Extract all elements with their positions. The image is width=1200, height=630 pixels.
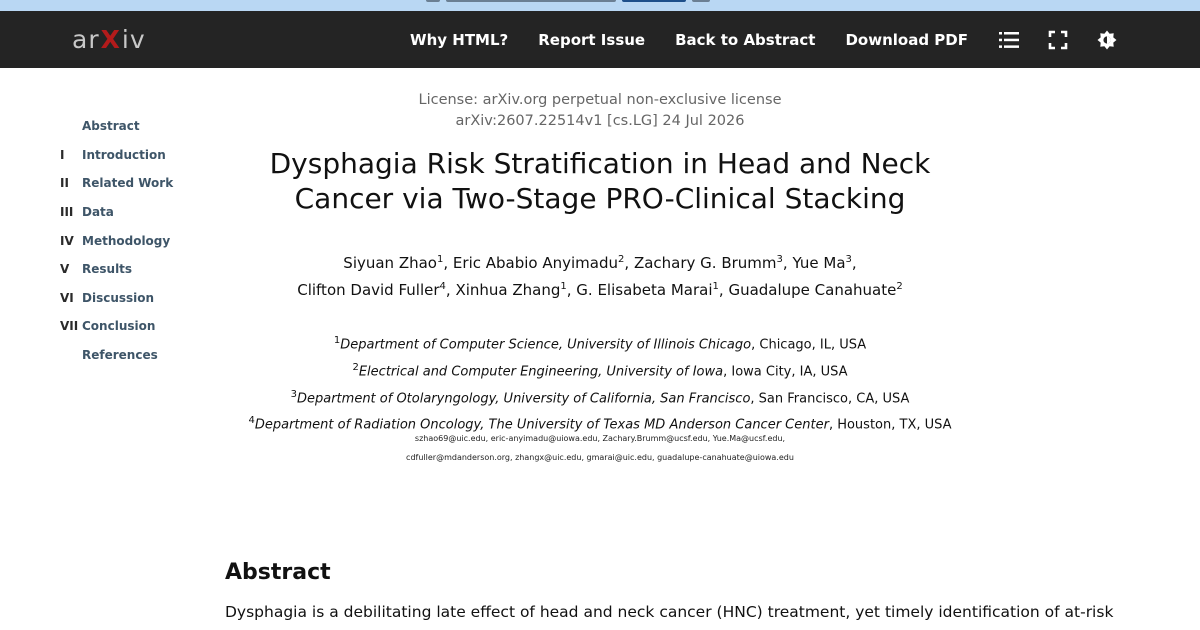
author-name: G. Elisabeta Marai [576,281,713,299]
email-line: cdfuller@mdanderson.org, zhangx@uic.edu, gmarai@uic.edu, guadalupe-canahuate@uiowa.edu [406,452,794,462]
affil-place: , Iowa City, IA, USA [723,364,848,380]
arxiv-id: arXiv:2607.22514v1 [cs.LG] 24 Jul 2026 [455,113,745,129]
toc-item-references[interactable] [60,341,240,370]
toc-label: Results [82,262,133,277]
toc-label: Conclusion [82,319,156,334]
author-name: Xinhua Zhang [455,281,561,299]
author-affil-sup: 3 [776,254,783,265]
author-affil-sup: 1 [712,281,719,292]
announcement-banner [0,0,1200,11]
toc-number: IV [60,233,74,248]
logo-part-left: ar [72,24,100,54]
banner-icon [426,0,440,2]
abstract-heading: Abstract [225,560,331,585]
title-line: Dysphagia Risk Stratification in Head and Neck [269,147,931,180]
arxiv-logo[interactable] [72,24,146,54]
author-name: Clifton David Fuller [297,281,440,299]
toc-item-abstract[interactable] [60,112,240,141]
email-list [225,430,975,467]
toc-label: Abstract [82,119,140,134]
paper-title [225,146,975,216]
toc-number: VI [60,290,74,305]
affiliation-line [225,357,975,384]
affil-dept: Department of Computer Science, University of Illinois Chicago [340,337,752,353]
toc-label: Related Work [82,176,174,191]
nav-links [410,11,1200,68]
author-affil-sup: 3 [845,254,852,265]
toc-label: Data [82,205,114,220]
affil-sup: 2 [352,361,359,373]
author-name: Yue Ma [792,254,846,272]
author-affil-sup: 2 [618,254,625,265]
why-html-link[interactable]: Why HTML? [410,30,509,49]
banner-close-icon[interactable] [692,0,710,2]
affil-dept: Department of Radiation Oncology, The University of Texas MD Anderson Cancer Center [254,417,829,433]
toc-label: References [82,348,158,363]
author-name: Eric Ababio Anyimadu [452,254,619,272]
report-issue-link[interactable]: Report Issue [538,30,646,49]
back-to-abstract-link[interactable]: Back to Abstract [675,30,816,49]
toc-number: II [60,176,69,191]
license-text: License: arXiv.org perpetual non-exclusive license [418,92,782,108]
download-pdf-link[interactable]: Download PDF [845,30,968,49]
affiliation-line [225,384,975,411]
banner-link[interactable] [622,0,686,2]
affil-dept: Department of Otolaryngology, University of California, San Francisco [296,390,751,406]
author-name: Zachary G. Brumm [633,254,777,272]
author-name: Guadalupe Canahuate [728,281,897,299]
toc-item-results[interactable] [60,255,240,284]
affil-sup: 1 [333,335,341,346]
table-of-contents [60,112,240,369]
affiliation-list [225,330,975,437]
logo-part-x: X [100,24,121,54]
logo-part-right: iv [121,24,146,54]
toc-item-introduction[interactable] [60,141,240,170]
toc-item-conclusion[interactable] [60,312,240,341]
author-affil-sup: 4 [439,281,446,292]
list-icon[interactable] [998,29,1020,51]
author-affil-sup: 1 [437,254,444,265]
fullscreen-icon[interactable] [1047,29,1069,51]
toc-number: III [60,205,74,220]
toc-label: Discussion [82,290,155,305]
title-line: Cancer via Two-Stage PRO-Clinical Stacking [294,182,906,215]
toc-number: V [60,262,70,277]
toc-number: VII [60,319,79,334]
affil-dept: Electrical and Computer Engineering, University of Iowa [358,364,724,380]
affil-sup: 4 [248,415,255,427]
email-line: szhao69@uic.edu, eric-anyimadu@uiowa.edu, Zachary.Brumm@ucsf.edu, Yue.Ma@ucsf.edu, [414,434,786,443]
toc-item-related-work[interactable] [60,169,240,198]
banner-text [446,0,616,2]
toc-item-methodology[interactable] [60,226,240,255]
affiliation-line [225,330,975,357]
author-affil-sup: 2 [896,281,903,292]
toc-label: Methodology [82,233,171,248]
theme-icon[interactable] [1096,29,1118,51]
toc-label: Introduction [82,147,166,162]
toc-item-discussion[interactable] [60,284,240,313]
affil-sup: 3 [290,388,297,400]
author-name: Siyuan Zhao [343,254,437,272]
toc-number: I [60,147,65,162]
affil-place: , Houston, TX, USA [828,417,952,433]
toc-item-data[interactable] [60,198,240,227]
license-block [225,90,975,132]
author-affil-sup: 1 [560,281,567,292]
top-navbar [0,11,1200,68]
abstract-text: Dysphagia is a debilitating late effect of head and neck cancer (HNC) treatment, yet timely identification of at-risk [225,603,1114,621]
affil-place: , Chicago, IL, USA [751,337,867,353]
affil-place: , San Francisco, CA, USA [750,390,910,406]
author-list: Siyuan Zhao$^1$, Eric Ababio Anyimadu$^2$, Zachary G. Brumm$^3$, Yue Ma$^3$, Clifton David Fuller$^4$, Xinhua Zhang$^1$, G. Elisabeta Marai$^1$, Guadalupe Canahuate$^2$ [297,254,903,299]
